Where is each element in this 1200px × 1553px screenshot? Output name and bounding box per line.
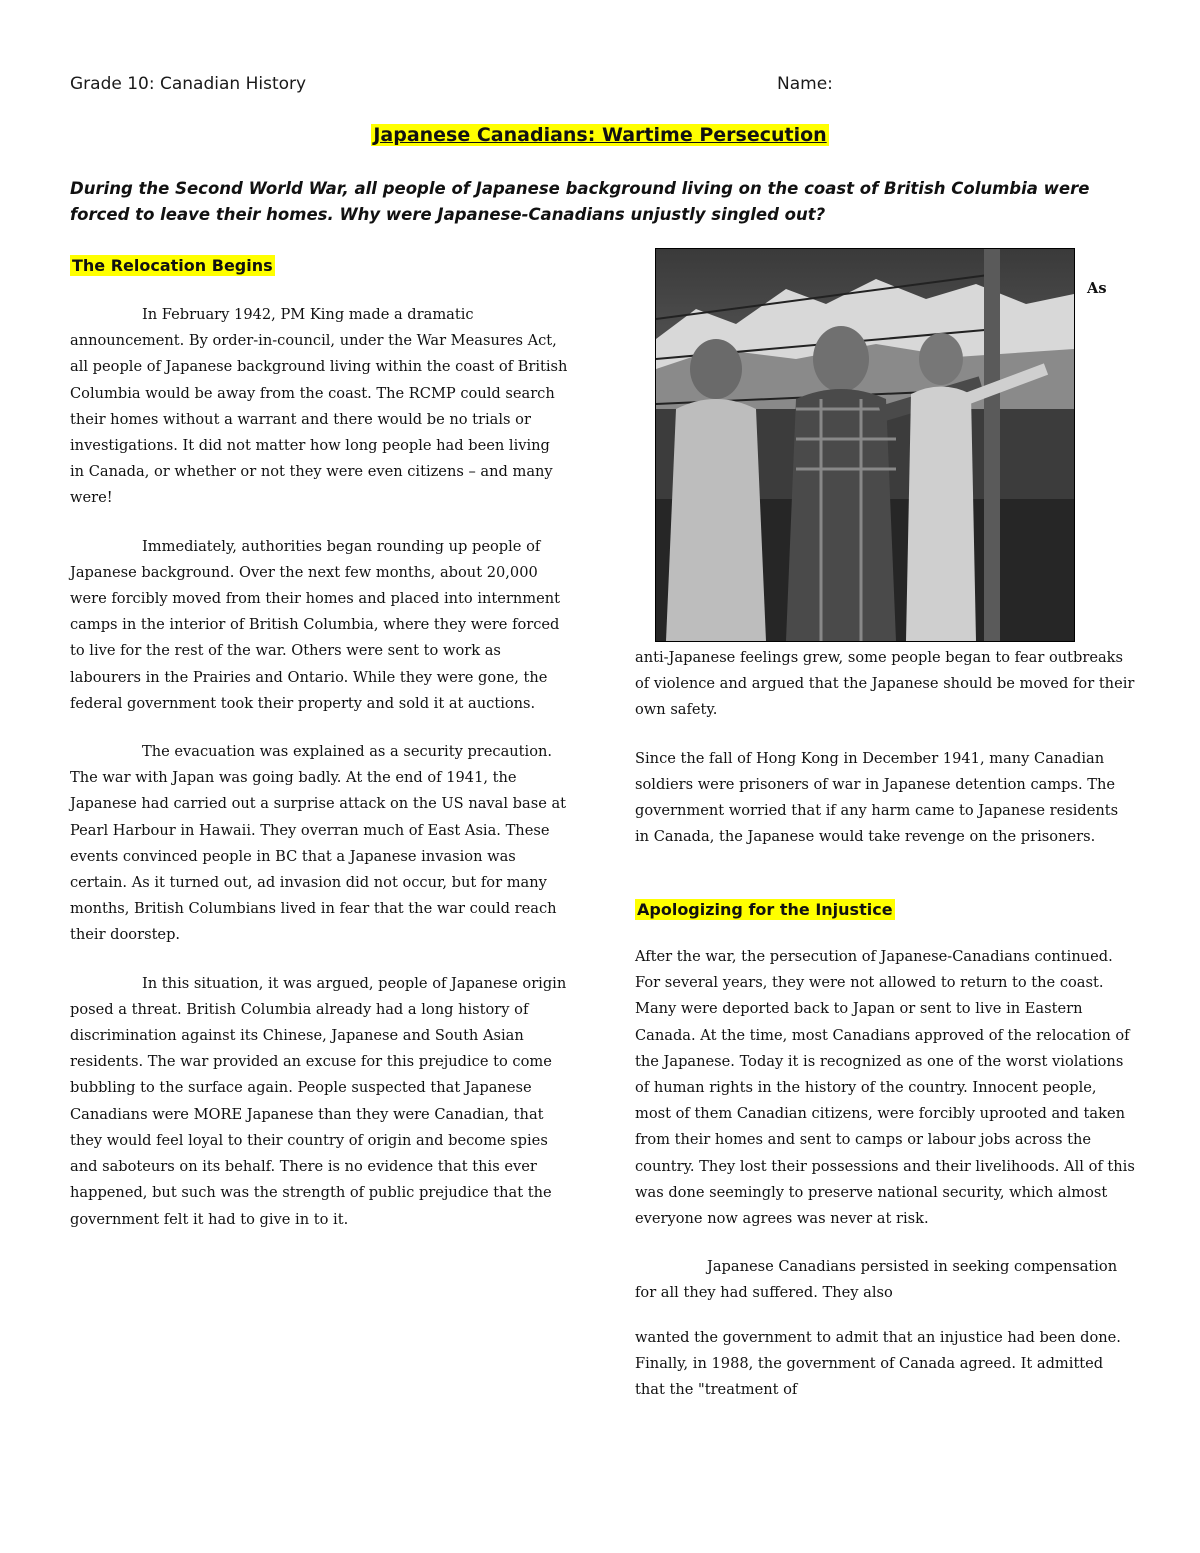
paragraph-right-2: Since the fall of Hong Kong in December 1941, many Canadian soldiers were prisoners of war in Japanese detention camps. The government worried that if any harm came to Japanese residents in Canada, the Japanese would take revenge on the prisoners. (635, 749, 1119, 846)
photo-illustration (656, 249, 1074, 641)
heading-relocation (70, 256, 275, 275)
right-column-lead-word: As (1087, 280, 1107, 297)
intro-question: During the Second World War, all people of Japanese background living on the coast of British Columbia were forced to leave their homes. Why were Japanese-Canadians unjustly singled out? (70, 179, 1090, 224)
paragraph-apology-3: wanted the government to admit that an injustice had been done. Finally, in 1988, the government of Canada agreed. It admitted that the "treatment of (635, 1328, 1121, 1399)
paragraph-right-1: anti-Japanese feelings grew, some people began to fear outbreaks of violence and argued that the Japanese should be moved for their own safety. (635, 649, 1135, 719)
paragraph-apology-2: Japanese Canadians persisted in seeking compensation for all they had suffered. They also (635, 1258, 1118, 1302)
heading-apology-text: Apologizing for the Injustice (637, 900, 893, 919)
right-column-top (635, 645, 1135, 872)
paragraph-apology-1: After the war, the persecution of Japanese-Canadians continued. For several years, they were not allowed to return to the coast. Many were deported back to Japan or sent to live in Eastern Canada. At the time, most Canadians approved of the relocation of the Japanese. Today it is recognized as one of the worst violations of human rights in the history of the country. Innocent people, most of them Canadian citizens, were forcibly uprooted and taken from their homes and sent to camps or labour jobs across the country. They lost their possessions and their livelihoods. All of this was done seemingly to preserve national security, which almost everyone now agrees was never at risk. (635, 948, 1135, 1228)
page-title-text: Japanese Canadians: Wartime Persecution (373, 124, 827, 146)
paragraph-relocation-1: In February 1942, PM King made a dramatic announcement. By order-in-council, under the War Measures Act, all people of Japanese background living within the coast of British Columbia would be away from the coast. The RCMP could search their homes without a warrant and there would be no trials or investigations. It did not matter how long people had been living in Canada, or whether or not they were even citizens – and many were! (70, 306, 568, 507)
paragraph-relocation-2: Immediately, authorities began rounding up people of Japanese background. Over the next few months, about 20,000 were forcibly moved from their homes and placed into internment camps in the interior of British Columbia, where they were forced to live for the rest of the war. Others were sent to work as labourers in the Prairies and Ontario. While they were gone, the federal government took their property and sold it at auctions. (70, 537, 560, 712)
page-title (0, 124, 1200, 146)
course-label: Grade 10: Canadian History (70, 74, 307, 94)
right-column-bottom (635, 944, 1135, 1425)
paragraph-relocation-4: In this situation, it was argued, people of Japanese origin posed a threat. British Columbia already had a long history of discrimination against its Chinese, Japanese and South Asian residents. The war provided an excuse for this prejudice to come bubbling to the surface again. People suspected that Japanese Canadians were MORE Japanese than they were Canadian, that they would feel loyal to their country of origin and become spies and saboteurs on its behalf. There is no evidence that this ever happened, but such was the strength of public prejudice that the government felt it had to give in to it. (70, 974, 567, 1228)
name-label: Name: (777, 74, 833, 94)
heading-apology (635, 900, 895, 919)
left-column (70, 302, 568, 1255)
paragraph-relocation-3: The evacuation was explained as a security precaution. The war with Japan was going badly. At the end of 1941, the Japanese had carried out a surprise attack on the US naval base at Pearl Harbour in Hawaii. They overran much of East Asia. These events convinced people in BC that a Japanese invasion was certain. As it turned out, ad invasion did not occur, but for many months, British Columbians lived in fear that the war could reach their doorstep. (70, 743, 567, 944)
heading-relocation-text: The Relocation Begins (72, 256, 273, 275)
photo-children-at-fence (655, 248, 1075, 642)
